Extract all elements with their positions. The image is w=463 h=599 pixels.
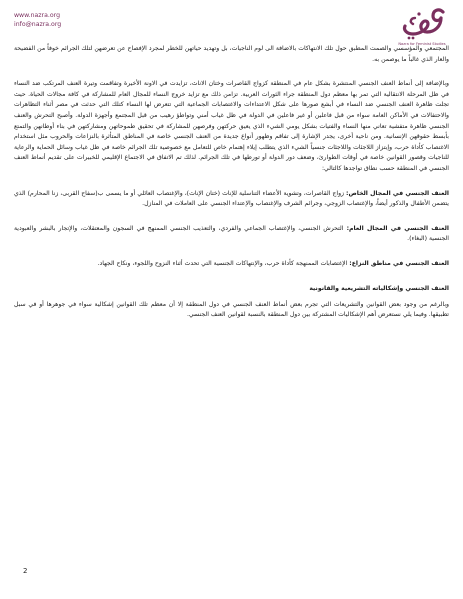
category-text: زواج القاصرات، وتشوية الأعضاء التناسلية للإناث (ختان الإناث)، والإغتصاب العائلي أو ما يسمى ب(سفاح القربى، زنا المحارم) الذي يتضمن الأطفال والذكور أيضاً، والإغتصاب الزوجي، وجرائم الشرف والإغتصاب والإعتداء الجنسي على العاملات في المنازل.: [14, 189, 449, 208]
category-conflict: [14, 259, 449, 270]
category-private: [14, 189, 449, 210]
category-public: [14, 224, 449, 245]
category-label: العنف الجنسي في المجال الخاص:: [346, 189, 450, 197]
category-label: العنف الجنسي في مناطق النزاع:: [349, 259, 449, 267]
nazra-logo-mark: [395, 6, 449, 42]
page-number: 2: [23, 567, 28, 575]
logo-caption: Nazra for Feminist Studies: [398, 42, 446, 46]
category-text: التحرش الجنسي، والإغتصاب الجماعي والفردي، والتعذيب الجنسي الممنهج في السجون والمعتقلات، والإتجار بالبشر والعبودية الجنسية (البغاء).: [14, 224, 449, 243]
section-paragraph: وبالرغم من وجود بعض القوانين والتشريعات التي تجرم بعض أنماط العنف الجنسي في دول المنطقة إلا أن معظم تلك القوانين إشكالية سواء في جوهرها أو في سبل تطبيقها. وفيما يلي نستعرض أهم الإشكاليات المشتركة بين دول المنطقة بالنسبة لقوانين العنف الجنسي.: [14, 300, 449, 319]
paragraph: وبالإضافة إلى أنماط العنف الجنسي المنتشرة بشكل عام في المنطقة كزواج القاصرات وختان الاناث، تزايدت في الاونة الأخيرة وتفاقمت وتيرة العنف المرتكب ضد النساء في ظل المرحلة الانتقالية التي تمر بها معظم دول المنطقة جراء الثورات العربية. تزامن ذلك مع تزايد خروج النساء للمجال العام للمشاركة في كافة مجالات الحياة. حيث تجلت ظاهرة العنف الجنسي ضد النساء في أبشع صورها على شكل الاعتداءات والاغتصابات الجماعية التي تتعرض لها النساء كتلك التي حدثت في مصر أثناء التظاهرات والاحتفالات في الأماكن العامة سواء من قبل فاعلين أو غير فاعلين في الدولة في ظل غياب أمني وتواطؤ رهيب من قبل المجتمع وأجهزة الدولة. وأصبح التحرش والعنف الجنسي ظاهرة متفشية تعاني منها النساء والفتيات بشكل يومي الشيء الذي يعيق حركتهن وفرصهن للمشاركة في تحقيق طموحاتهن ومشاركتهن في بناء أوطانهن والتمتع بأبسط حقوقهن الإنسانية. ومن ناحية أخرى، يجدر الإشارة إلى تفاقم وظهور أنواع جديدة من العنف الجنسي خاصة في المناطق المتأثرة بالنزاعات والحروب مثل استخدام الاغتصاب كأداة حرب، وإبتزاز اللاجئات واللاجئات جنسياً الشيء الذي يتطلب إيلاء إهتمام خاص للتعامل مع خصوصية تلك الجرائم خاصة في ظل غياب وسائل الحماية والرعاية للناجيات وقصور القوانين خاصة في أوقات الطوارئ، وضعف دور الدولة أو تورطها في تلك الجرائم. لذلك تم الاتفاق في الاجتماع الإقليمي للخبيرات على تقديم أنماط العنف الجنسي في المنطقة حسب نطاق تواجدها كالتالي:: [14, 80, 449, 172]
document-body: [14, 44, 449, 326]
section-heading: العنف الجنسي وإشكالياته التشريعية والقانونية: [309, 284, 449, 292]
paragraph: المجتمعي والمؤسسي والصمت المطبق حول تلك الانتهاكات بالاضافة الى لوم الناجيات، بل وتهديد حياتهن للخطر لمجرد الإفصاح عن تعرضهن لتلك الجرائم خوفاً من الفضيحة والعار الذي غالباً ما يوصمن به.: [14, 45, 449, 63]
email-link[interactable]: info@nazra.org: [14, 20, 62, 28]
website-link[interactable]: www.nazra.org: [14, 12, 60, 19]
contact-info: [14, 12, 61, 29]
category-label: العنف الجنسي في المجال العام:: [346, 224, 450, 232]
category-text: الإغتصابات الممنهجة كأداة حرب، والإنتهاكات الجنسية التي تحدث أثناء النزوح واللجوء، ونكاح الجهاد.: [97, 259, 348, 267]
